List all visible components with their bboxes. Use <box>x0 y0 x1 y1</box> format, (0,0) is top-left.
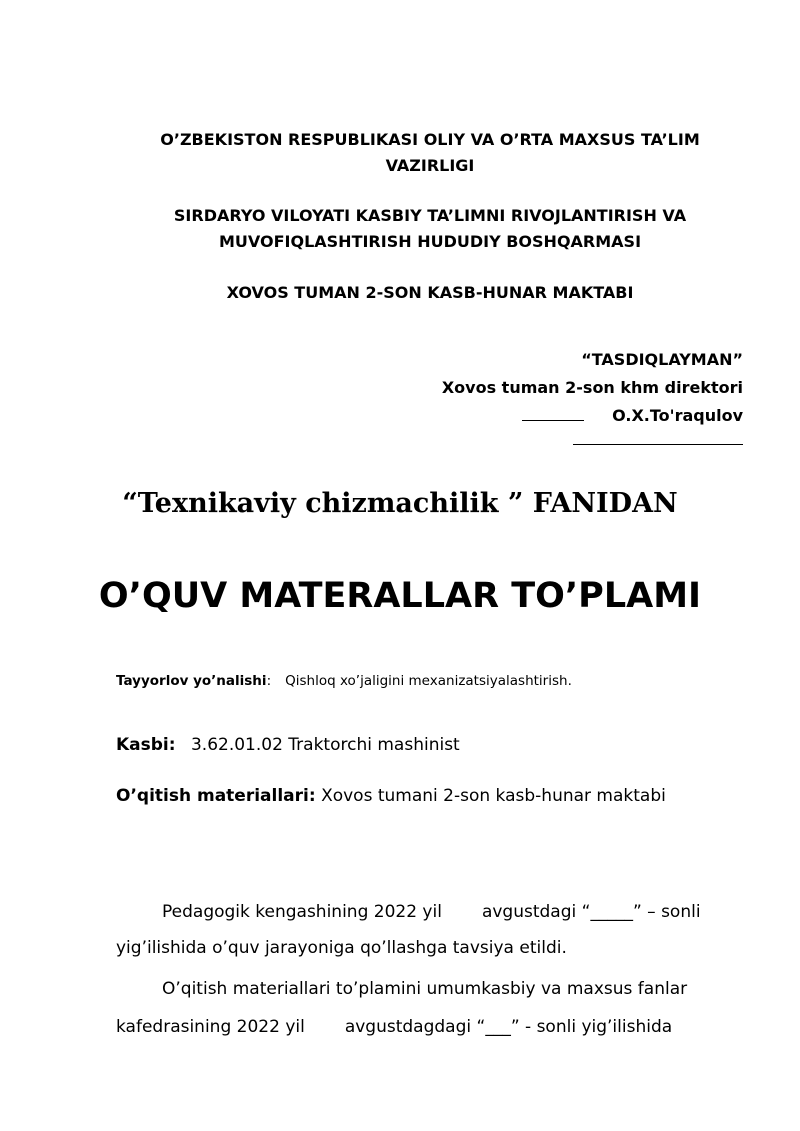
paragraph-1-text-a: Pedagogik kengashining 2022 yil <box>162 902 442 922</box>
region-line-1: SIRDARYO VILOYATI KASBIY TA’LIMNI RIVOJLANTIRISH VA <box>173 206 687 225</box>
direction-label: Tayyorlov yo’nalishi <box>116 673 267 689</box>
paragraph-1-line-1 <box>116 902 716 922</box>
direction-line <box>116 673 572 689</box>
region-header <box>100 203 760 255</box>
approval-position: Xovos tuman 2-son khm direktori <box>441 378 743 397</box>
materials-line <box>116 786 666 806</box>
paragraph-1-text-b: avgustdagi “_____” – sonli <box>481 902 701 922</box>
approval-block <box>442 346 743 430</box>
direction-separator: : <box>266 673 272 689</box>
paragraph-2-text-b: avgustdagdagi “___” - sonli yig’ilishida <box>344 1017 673 1037</box>
region-line-2: MUVOFIQLASHTIRISH HUDUDIY BOSHQARMASI <box>218 232 642 251</box>
date-line <box>573 444 743 445</box>
paragraph-2-line-2 <box>116 1017 716 1037</box>
school-header: XOVOS TUMAN 2-SON KASB-HUNAR MAKTABI <box>226 283 634 302</box>
profession-value: 3.62.01.02 Traktorchi mashinist <box>190 735 460 755</box>
ministry-header <box>100 127 760 179</box>
ministry-line-2: VAZIRLIGI <box>385 156 475 175</box>
main-title: O’QUV MATERALLAR TO’PLAMI <box>98 576 702 616</box>
direction-value: Qishloq xo’jaligini mexanizatsiyalashtirish. <box>285 673 572 689</box>
paragraph-2-text: O’qitish materiallari to’plamini umumkasbiy va maxsus fanlar <box>162 979 688 999</box>
approval-signer-row <box>442 402 743 430</box>
materials-label: O’qitish materiallari: <box>116 786 316 806</box>
paragraph-2-text-a: kafedrasining 2022 yil <box>116 1017 305 1037</box>
paragraph-1-line-2: yig’ilishida o’quv jarayoniga qo’llashga tavsiya etildi. <box>116 938 567 958</box>
signature-line <box>522 406 584 421</box>
profession-line <box>116 735 460 755</box>
materials-value: Xovos tumani 2-son kasb-hunar maktabi <box>321 786 666 806</box>
paragraph-2-line-1 <box>116 979 716 999</box>
profession-label: Kasbi: <box>116 735 176 755</box>
ministry-line-1: O’ZBEKISTON RESPUBLIKASI OLIY VA O’RTA MAXSUS TA’LIM <box>160 130 700 149</box>
subject-title: “Texnikaviy chizmachilik ” FANIDAN <box>122 488 678 519</box>
approval-signer: O.X.To'raqulov <box>612 406 743 425</box>
approval-title: “TASDIQLAYMAN” <box>581 350 743 369</box>
